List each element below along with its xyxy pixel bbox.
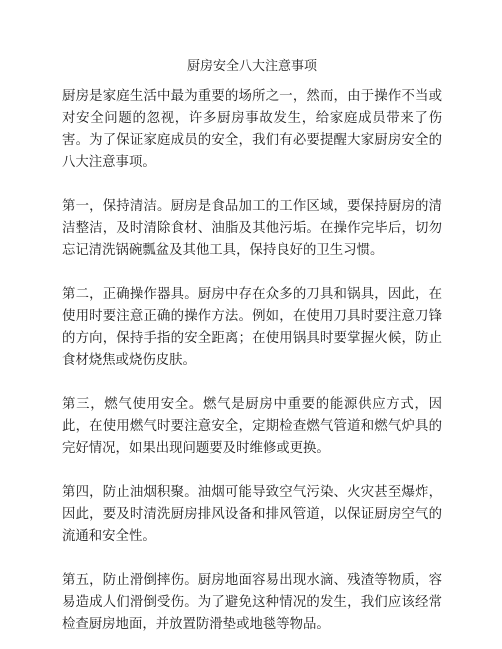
paragraph-first: 第一，保持清洁。厨房是食品加工的工作区域，要保持厨房的清洁整洁，及时清除食材、油脂及其他污垢。在操作完毕后，切勿忘记清洗锅碗瓢盆及其他工具，保持良好的卫生习惯。 bbox=[62, 199, 442, 258]
paragraph-fifth: 第五，防止滑倒摔伤。厨房地面容易出现水滴、残渣等物质，容易造成人们滑倒受伤。为了避免这种情况的发生，我们应该经常检查厨房地面，并放置防滑垫或地毯等物品。 bbox=[62, 573, 442, 632]
paragraph-third: 第三，燃气使用安全。燃气是厨房中重要的能源供应方式，因此，在使用燃气时要注意安全，定期检查燃气管道和燃气炉具的完好情况，如果出现问题要及时维修或更换。 bbox=[62, 397, 442, 456]
paragraph-fourth: 第四，防止油烟积聚。油烟可能导致空气污染、火灾甚至爆炸，因此，要及时清洗厨房排风设备和排风管道，以保证厨房空气的流通和安全性。 bbox=[62, 485, 442, 544]
paragraph-intro: 厨房是家庭生活中最为重要的场所之一，然而，由于操作不当或对安全问题的忽视，许多厨房事故发生，给家庭成员带来了伤害。为了保证家庭成员的安全，我们有必要提醒大家厨房安全的八大注意事项。 bbox=[62, 89, 442, 170]
document-title: 厨房安全八大注意事项 bbox=[186, 59, 317, 74]
paragraph-second: 第二，正确操作器具。厨房中存在众多的刀具和锅具，因此，在使用时要注意正确的操作方法。例如，在使用刀具时要注意刀锋的方向，保持手指的安全距离；在使用锅具时要掌握火候，防止食材烧焦或烧伤皮肤。 bbox=[62, 287, 442, 368]
